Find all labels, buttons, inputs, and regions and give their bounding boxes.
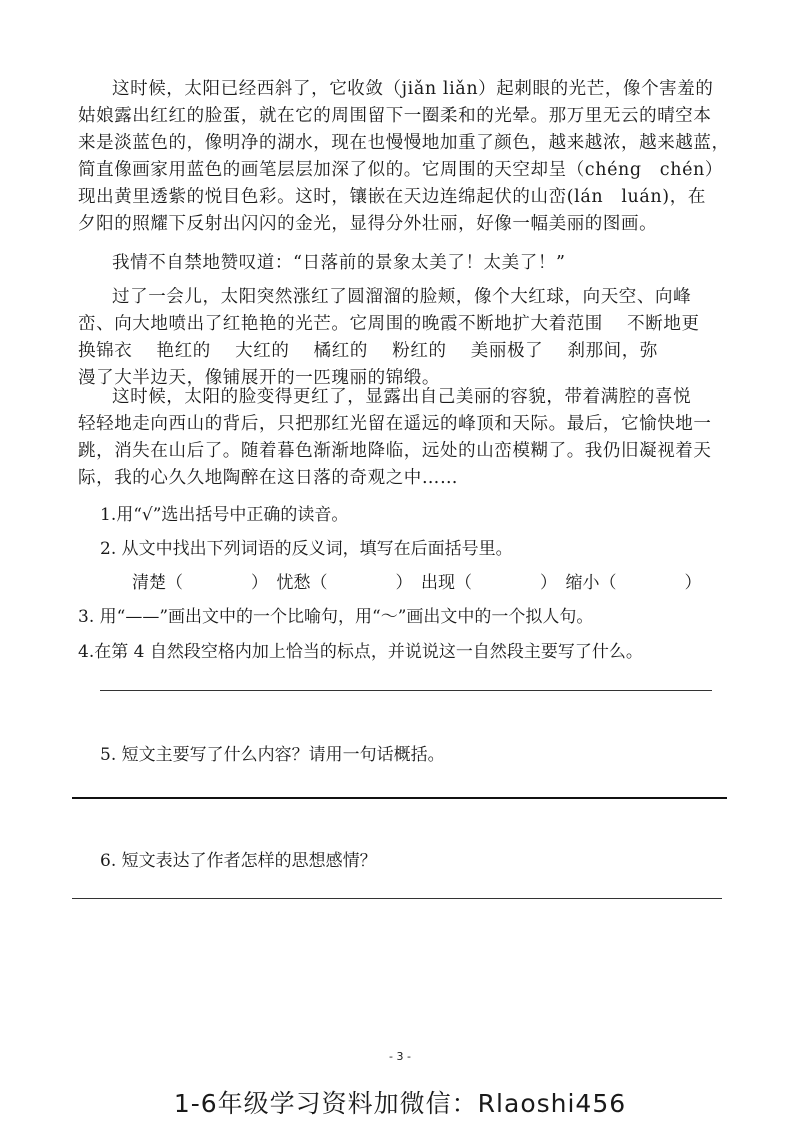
question-4: 4.在第 4 自然段空格内加上恰当的标点，并说说这一自然段主要写了什么。	[78, 642, 643, 662]
paragraph-1	[78, 76, 728, 238]
paragraph-4	[78, 384, 728, 492]
question-3: 3. 用“——”画出文中的一个比喻句，用“～”画出文中的一个拟人句。	[78, 607, 594, 627]
p4-line-4: 际，我的心久久地陶醉在这日落的奇观之中……	[78, 468, 459, 488]
p4-line-3: 跳，消失在山后了。随着暮色渐渐地降临，远处的山峦模糊了。我仍旧凝视着天	[78, 441, 712, 461]
question-1: 1.用“√”选出括号中正确的读音。	[100, 505, 349, 525]
question-5: 5. 短文主要写了什么内容？请用一句话概括。	[100, 745, 445, 765]
p4-line-2: 轻轻地走向西山的背后，只把那红光留在遥远的峰顶和天际。最后，它愉快地一	[78, 414, 712, 434]
p4-line-1: 这时候，太阳的脸变得更红了，显露出自己美丽的容貌，带着满腔的喜悦	[112, 387, 692, 407]
question-6: 6. 短文表达了作者怎样的思想感情？	[100, 851, 377, 871]
p2-line-1: 我情不自禁地赞叹道：“日落前的景象太美了！太美了！”	[112, 253, 566, 273]
p1-line-2: 姑娘露出红红的脸蛋，就在它的周围留下一圈柔和的光晕。那万里无云的晴空本	[78, 106, 712, 126]
answer-line-5[interactable]	[72, 797, 727, 799]
page-number: - 3 -	[389, 1050, 411, 1063]
p1-line-4: 简直像画家用蓝色的画笔层层加深了似的。它周围的天空却呈（chéng chén）	[78, 160, 723, 180]
p3-line-4: 漫了大半边天，像铺展开的一匹瑰丽的锦缎。	[78, 368, 440, 388]
question-2-words: 清楚（ ） 忧愁（ ） 出现（ ） 缩小（ ）	[132, 573, 702, 593]
p1-line-5: 现出黄里透紫的悦目色彩。这时，镶嵌在天边连绵起伏的山峦(lán luán)，在	[78, 187, 706, 207]
answer-line-4[interactable]	[100, 690, 712, 691]
p3-line-1: 过了一会儿，太阳突然涨红了圆溜溜的脸颊，像个大红球，向天空、向峰	[112, 287, 692, 307]
paragraph-2	[78, 250, 728, 277]
answer-line-6[interactable]	[72, 898, 722, 899]
question-2: 2. 从文中找出下列词语的反义词，填写在后面括号里。	[100, 539, 513, 559]
p3-line-3: 换锦衣 艳红的 大红的 橘红的 粉红的 美丽极了 刹那间，弥	[78, 341, 658, 361]
paragraph-3	[78, 284, 728, 392]
p1-line-1: 这时候，太阳已经西斜了，它收敛（jiǎn liǎn）起刺眼的光芒，像个害羞的	[112, 79, 714, 99]
p1-line-3: 来是淡蓝色的，像明净的湖水，现在也慢慢地加重了颜色，越来越浓，越来越蓝，	[78, 133, 730, 153]
p1-line-6: 夕阳的照耀下反射出闪闪的金光，显得分外壮丽，好像一幅美丽的图画。	[78, 214, 658, 234]
footer-notice: 1-6年级学习资料加微信：Rlaoshi456	[173, 1089, 627, 1118]
p3-line-2: 峦、向大地喷出了红艳艳的光芒。它周围的晚霞不断地扩大着范围 不断地更	[78, 314, 700, 334]
